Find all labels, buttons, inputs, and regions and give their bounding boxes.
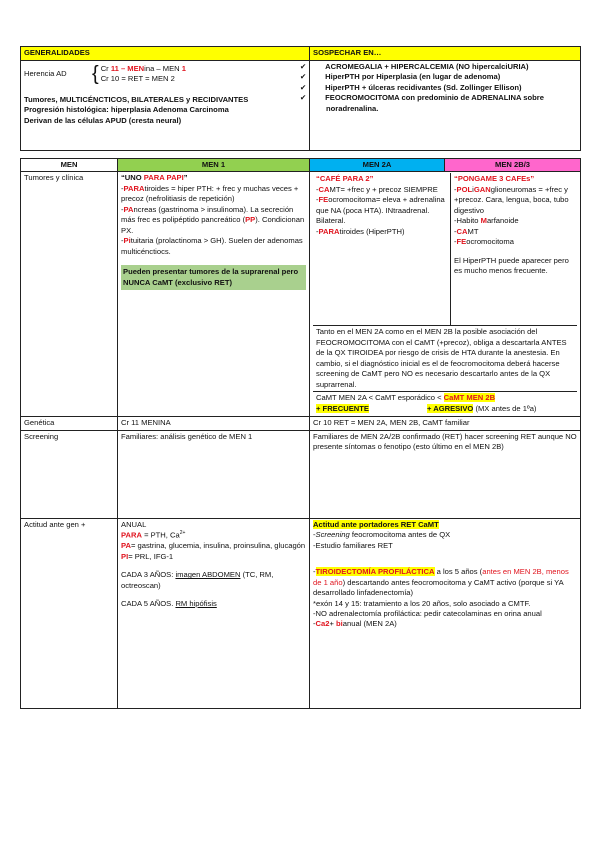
col-men2b: MEN 2B/3	[445, 159, 581, 172]
men2-tumores-cell	[310, 172, 581, 417]
generalidades-header: GENERALIDADES	[21, 47, 310, 61]
men2a-tumores: “CAFÉ PARA 2” -CAMT= +frec y + precoz SIEMPRE -FEocromocitoma= eleva + adrenalina que NA (poca HTA). INtraadrenal. Bilateral. -PARAtiroides (HiperPTH)	[313, 173, 451, 326]
progresion-line: Progresión histológica: hiperplasia Adenoma Carcinoma	[24, 105, 229, 115]
check-icon: ✔	[300, 82, 307, 92]
check-icon: ✔	[300, 62, 307, 71]
sospechar-item: ✔ HiperPTH por Hiperplasia (en lugar de adenoma)	[300, 72, 501, 82]
sospechar-item: ✔ FEOCROMOCITOMA con predominio de ADRENALINA sobre noradrenalina.	[300, 93, 544, 113]
spacer	[21, 151, 581, 159]
men2-shared-note: Tanto en el MEN 2A como en el MEN 2B la posible asociación del FEOCROMOCITOMA con el CaMT (+precoz), obliga a descartarla ANTES de la QX TIROIDEA por riesgo de crisis de HTA durante la anestesia. En cambio, si el diagnóstico inicial es el de feocromocitoma deberá hacerse screening de CaMT pero NO es necesario descartarlo antes de la QX suprarrenal.	[313, 326, 577, 392]
sospechar-header: SOSPECHAR EN…	[310, 47, 581, 61]
check-icon: ✔	[300, 72, 307, 82]
men2b-tumores: “PONGAME 3 CAFEs” -POLiGANglioneuromas = +frec y +precoz. Cara, lengua, boca, tubo digestivo -Habito Marfanoide -CAMT -FEocromocitoma El HiperPTH puede aparecer pero es mucho menos frecuente.	[454, 174, 569, 276]
camt-comparison: CaMT MEN 2A < CaMT esporádico < CaMT MEN 2B + FRECUENTE + AGRESIVO (MX antes de 1ºa)	[313, 392, 577, 415]
men2-screening: Familiares de MEN 2A/2B confirmado (RET) hacer screening RET aunque NO presente síntomas o fenotipo (esto último en el MEN 2B)	[310, 430, 581, 518]
col-men: MEN	[21, 159, 118, 172]
sospechar-item: ✔ ACROMEGALIA + HIPERCALCEMIA (NO hipercalciURIA)	[300, 62, 529, 71]
tumores-line: Tumores, MULTICÉNCTICOS, BILATERALES y RECIDIVANTES	[24, 94, 249, 104]
men1-tumores-cell: “UNO PARA PAPI” -PARAtiroides = hiper PTH: + frec y muchas veces + precoz (nefrolitiasis de repetición) -PAncreas (gastrinoma > insulinoma). La secreción más frec es polipéptido pancreático (PP). Condicionan PX. -Pituitaria (prolactinoma > GH). Suelen der adenomas multicénctiocs. Pueden presentar tumores de la suprarenal pero NUNCA CaMT (exclusivo RET)	[118, 172, 310, 417]
sospechar-cell	[300, 61, 581, 151]
generalidades-cell	[21, 61, 310, 151]
row-label-tumores: Tumores y clínica	[21, 172, 118, 417]
col-men2a: MEN 2A	[310, 159, 445, 172]
cr10-line: Cr 10 = RET = MEN 2	[100, 74, 175, 84]
row-label-genetica: Genética	[21, 417, 118, 430]
men1-genetica: Cr 11 MENINA	[118, 417, 310, 430]
men2-genetica: Cr 10 RET = MEN 2A, MEN 2B, CaMT familiar	[310, 417, 581, 430]
col-men1: MEN 1	[118, 159, 310, 172]
sospechar-item: ✔ HiperPTH + úlceras recidivantes (Sd. Zollinger Ellison)	[300, 82, 522, 92]
apud-line: Derivan de las células APUD (cresta neural)	[24, 115, 182, 125]
men1-screening: Familiares: análisis genético de MEN 1	[118, 430, 310, 518]
men2-actitud: Actitud ante portadores RET CaMT -Screening feocromocitoma antes de QX -Estudio familiares RET -TIROIDECTOMÍA PROFILÁCTICA a los 5 años (antes en MEN 2B, menos de 1 año) descartando antes feocromocitoma y CaMT activo (porque si YA desarrollado linfadenectomía) *exón 14 y 15: tratamiento a los 20 años, solo asociado a CMTF. -NO adrenalectomía profiláctica: pedir catecolaminas en orina anual -Ca2+ bianual (MEN 2A)	[310, 518, 581, 708]
brace-icon: {	[92, 63, 99, 86]
men-summary-table	[20, 46, 581, 709]
row-label-screening: Screening	[21, 430, 118, 518]
men1-actitud: ANUAL PARA = PTH, $Ca^{2+}$ PA= gastrina, glucemia, insulina, proinsulina, glucagón PI= PRL, IFG-1 CADA 3 AÑOS: imagen ABDOMEN (TC, RM, octreoscan) CADA 5 AÑOS. RM hipófisis	[118, 518, 310, 708]
check-icon: ✔	[300, 93, 307, 103]
herencia-label: Herencia AD	[24, 69, 67, 79]
cr11-line: Cr 11 – MENina – MEN 1	[100, 64, 186, 73]
men1-green-note: Pueden presentar tumores de la suprarenal pero NUNCA CaMT (exclusivo RET)	[121, 265, 306, 290]
row-label-actitud: Actitud ante gen +	[21, 518, 118, 708]
